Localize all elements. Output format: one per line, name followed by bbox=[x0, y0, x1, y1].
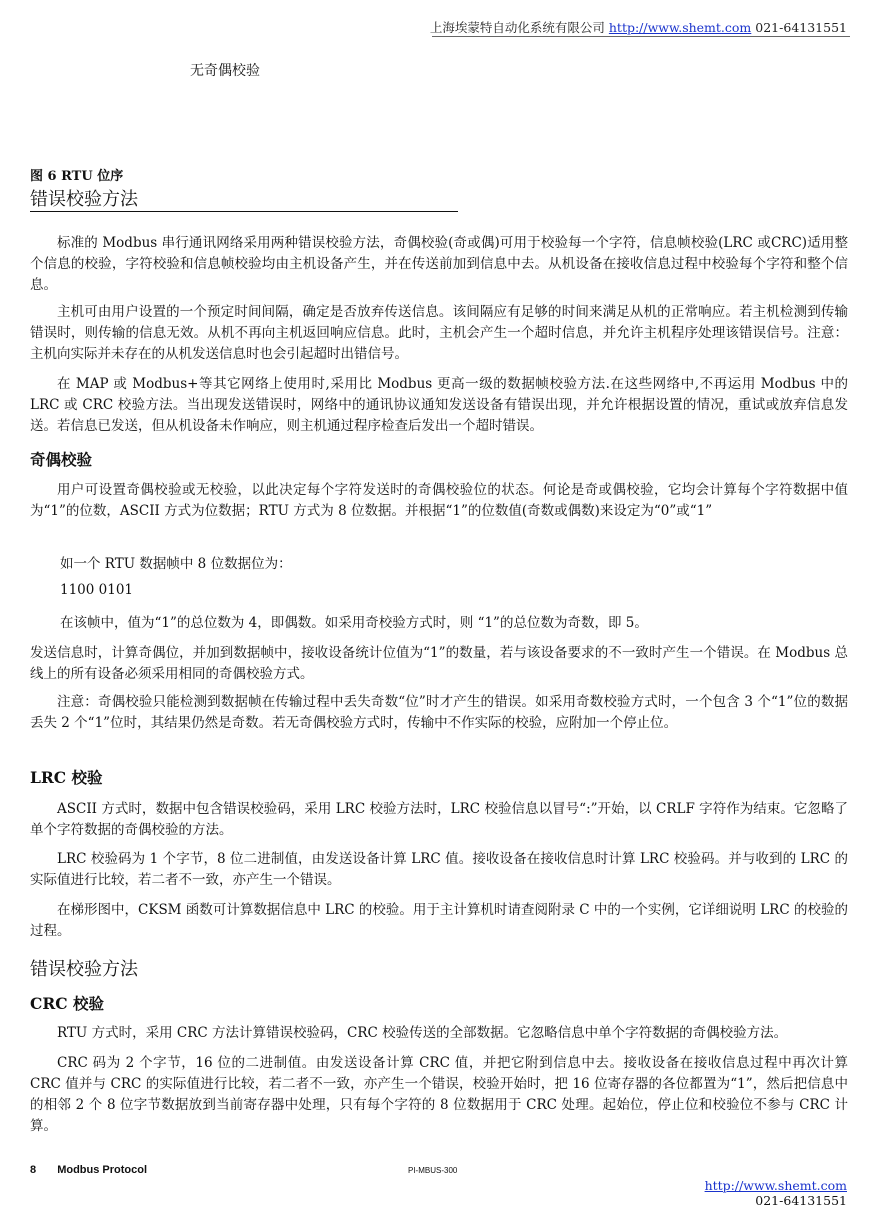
section-title: 错误校验方法 bbox=[30, 189, 138, 210]
header-phone: 021-64131551 bbox=[755, 20, 847, 35]
header-divider bbox=[432, 36, 850, 37]
page-header bbox=[430, 18, 847, 36]
footer-doc-title: Modbus Protocol bbox=[57, 1164, 148, 1176]
lrc-heading: LRC 校验 bbox=[30, 768, 103, 787]
crc-section-title: 错误校验方法 bbox=[30, 959, 138, 980]
header-company: 上海埃蒙特自动化系统有限公司 bbox=[429, 20, 605, 35]
intro-paragraph-3: 在 MAP 或 Modbus+等其它网络上使用时,采用比 Modbus 更高一级的数据帧校验方法.在这些网络中,不再运用 Modbus 中的 LRC 或 CRC 校验方法。当出现发送错误时，网络中的通讯协议通知发送设备有错误出现，并允许根据设置的情况，重试或放弃信息发送。若信息已发送，但从机设备未作响应，则主机通过程序检查后发出一个超时错误。 bbox=[30, 376, 848, 434]
footer-right bbox=[705, 1178, 847, 1208]
crc-paragraph-1: RTU 方式时，采用 CRC 方法计算错误校验码，CRC 校验传送的全部数据。它忽略信息中单个字符数据的奇偶校验方法。 bbox=[57, 1025, 788, 1041]
footer-doc-code: PI-MBUS-300 bbox=[408, 1166, 458, 1175]
no-parity-label: 无奇偶校验 bbox=[190, 63, 260, 79]
lrc-paragraph-2: LRC 校验码为 1 个字节，8 位二进制值，由发送设备计算 LRC 值。接收设备在接收信息时计算 LRC 校验码。并与收到的 LRC 的实际值进行比较，若二者不一致，亦产生一个错误。 bbox=[30, 851, 848, 888]
footer-left bbox=[30, 1164, 147, 1176]
intro-paragraph-1: 标准的 Modbus 串行通讯网络采用两种错误校验方法，奇偶校验(奇或偶)可用于校验每一个字符，信息帧校验(LRC 或CRC)适用整个信息的校验，字符校验和信息帧校验均由主机设备产生，并在传送前加到信息中去。从机设备在接收信息过程中校验每个字符和整个信息。 bbox=[30, 235, 848, 293]
parity-example-bits: 1100 0101 bbox=[60, 582, 134, 598]
parity-example-intro: 如一个 RTU 数据帧中 8 位数据位为： bbox=[60, 556, 292, 572]
section-rule bbox=[30, 211, 458, 212]
parity-paragraph-1: 用户可设置奇偶校验或无校验，以此决定每个字符发送时的奇偶校验位的状态。何论是奇或偶校验，它均会计算每个字符数据中值为“1”的位数，ASCII 方式为位数据；RTU 方式为 8 位数据。并根据“1”的位数值(奇数或偶数)来设定为“0”或“1” bbox=[30, 482, 848, 519]
lrc-paragraph-3: 在梯形图中，CKSM 函数可计算数据信息中 LRC 的校验。用于主计算机时请查阅附录 C 中的一个实例，它详细说明 LRC 的校验的过程。 bbox=[30, 902, 848, 939]
page-number: 8 bbox=[30, 1164, 37, 1176]
header-url-link[interactable]: http://www.shemt.com bbox=[608, 20, 752, 35]
parity-paragraph-2: 发送信息时，计算奇偶位，并加到数据帧中，接收设备统计位值为“1”的数量，若与该设备要求的不一致时产生一个错误。在 Modbus 总线上的所有设备必须采用相同的奇偶校验方式。 bbox=[30, 645, 848, 682]
parity-example-result: 在该帧中，值为“1”的总位数为 4，即偶数。如采用奇校验方式时，则 “1”的总位数为奇数，即 5。 bbox=[60, 615, 648, 631]
parity-heading: 奇偶校验 bbox=[30, 450, 93, 469]
lrc-paragraph-1: ASCII 方式时，数据中包含错误校验码，采用 LRC 校验方法时，LRC 校验信息以冒号“:”开始，以 CRLF 字符作为结束。它忽略了单个字符数据的奇偶校验的方法。 bbox=[30, 801, 848, 838]
intro-paragraph-2: 主机可由用户设置的一个预定时间间隔，确定是否放弃传送信息。该间隔应有足够的时间来满足从机的正常响应。若主机检测到传输错误时，则传输的信息无效。从机不再向主机返回响应信息。此时，主机会产生一个超时信息，并允许主机程序处理该错误信号。注意：主机向实际并未存在的从机发送信息时也会引起超时出错信号。 bbox=[30, 304, 848, 362]
parity-paragraph-3: 注意：奇偶校验只能检测到数据帧在传输过程中丢失奇数“位”时才产生的错误。如采用奇数校验方式时，一个包含 3 个“1”位的数据丢失 2 个“1”位时，其结果仍然是奇数。若无奇偶校验方式时，传输中不作实际的校验，应附加一个停止位。 bbox=[30, 694, 848, 731]
figure-caption: 图 6 RTU 位序 bbox=[30, 169, 124, 184]
crc-heading: CRC 校验 bbox=[30, 994, 104, 1013]
footer-phone: 021-64131551 bbox=[755, 1193, 847, 1208]
footer-url-link[interactable]: http://www.shemt.com bbox=[704, 1178, 847, 1193]
crc-paragraph-2: CRC 码为 2 个字节，16 位的二进制值。由发送设备计算 CRC 值，并把它附到信息中去。接收设备在接收信息过程中再次计算 CRC 值并与 CRC 的实际值进行比较，若二者不一致，亦产生一个错误，校验开始时，把 16 位寄存器的各位都置为“1”，然后把信息中的相邻 2 个 8 位字节数据放到当前寄存器中处理，只有每个字符的 8 位数据用于 CRC 处理。起始位，停止位和校验位不参与 CRC 计算。 bbox=[30, 1055, 848, 1134]
